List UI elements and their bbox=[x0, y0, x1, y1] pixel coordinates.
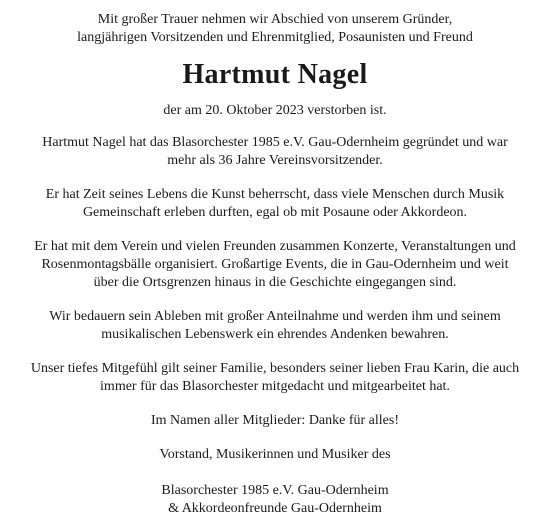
paragraph-line: Wir bedauern sein Ableben mit großer Anteilnahme und werden ihm und seinem bbox=[49, 309, 501, 324]
intro-line: Mit großer Trauer nehmen wir Abschied von unserem Gründer, bbox=[97, 12, 453, 27]
organization-name: Blasorchester 1985 e.V. Gau-Odernheim bbox=[161, 483, 389, 498]
events-paragraph bbox=[0, 238, 550, 292]
paragraph-line: der am 20. Oktober 2023 verstorben ist. bbox=[163, 103, 387, 118]
paragraph-line: Rosenmontagsbälle organisiert. Großartige Events, die in Gau-Odernheim und weit bbox=[41, 257, 509, 272]
intro-line: langjährigen Vorsitzenden und Ehrenmitglied, Posaunisten und Freund bbox=[77, 30, 473, 45]
paragraph-line: Gemeinschaft erleben durften, egal ob mit Posaune oder Akkordeon. bbox=[82, 205, 468, 220]
paragraph-line: Er hat Zeit seines Lebens die Kunst beherrscht, dass viele Menschen durch Musik bbox=[45, 187, 505, 202]
family-paragraph bbox=[0, 360, 550, 396]
founder-paragraph bbox=[0, 134, 550, 170]
paragraph-line: Er hat mit dem Verein und vielen Freunden zusammen Konzerte, Veranstaltungen und bbox=[34, 239, 516, 254]
signature-intro bbox=[0, 446, 550, 464]
music-paragraph bbox=[0, 186, 550, 222]
paragraph-line: Hartmut Nagel hat das Blasorchester 1985 e.V. Gau-Odernheim gegründet und war bbox=[42, 135, 508, 150]
intro-block bbox=[0, 11, 550, 47]
paragraph-line: mehr als 36 Jahre Vereinsvorsitzender. bbox=[167, 153, 383, 168]
paragraph-line: Unser tiefes Mitgefühl gilt seiner Familie, besonders seiner lieben Frau Karin, die auch bbox=[30, 361, 520, 376]
signature-organizations bbox=[0, 482, 550, 518]
date-of-death-paragraph bbox=[0, 102, 550, 120]
paragraph-line: immer für das Blasorchester mitgedacht und mitgearbeitet hat. bbox=[100, 379, 450, 394]
paragraph-line: Vorstand, Musikerinnen und Musiker des bbox=[159, 447, 391, 462]
organization-name: & Akkordeonfreunde Gau-Odernheim bbox=[168, 501, 382, 516]
deceased-name: Hartmut Nagel bbox=[182, 59, 368, 90]
paragraph-line: Im Namen aller Mitglieder: Danke für alles! bbox=[150, 413, 399, 428]
thanks-paragraph bbox=[0, 412, 550, 430]
condolence-paragraph bbox=[0, 308, 550, 344]
paragraph-line: musikalischen Lebenswerk ein ehrendes Andenken bewahren. bbox=[101, 327, 449, 342]
paragraph-line: über die Ortsgrenzen hinaus in die Geschichte eingegangen sind. bbox=[93, 275, 457, 290]
